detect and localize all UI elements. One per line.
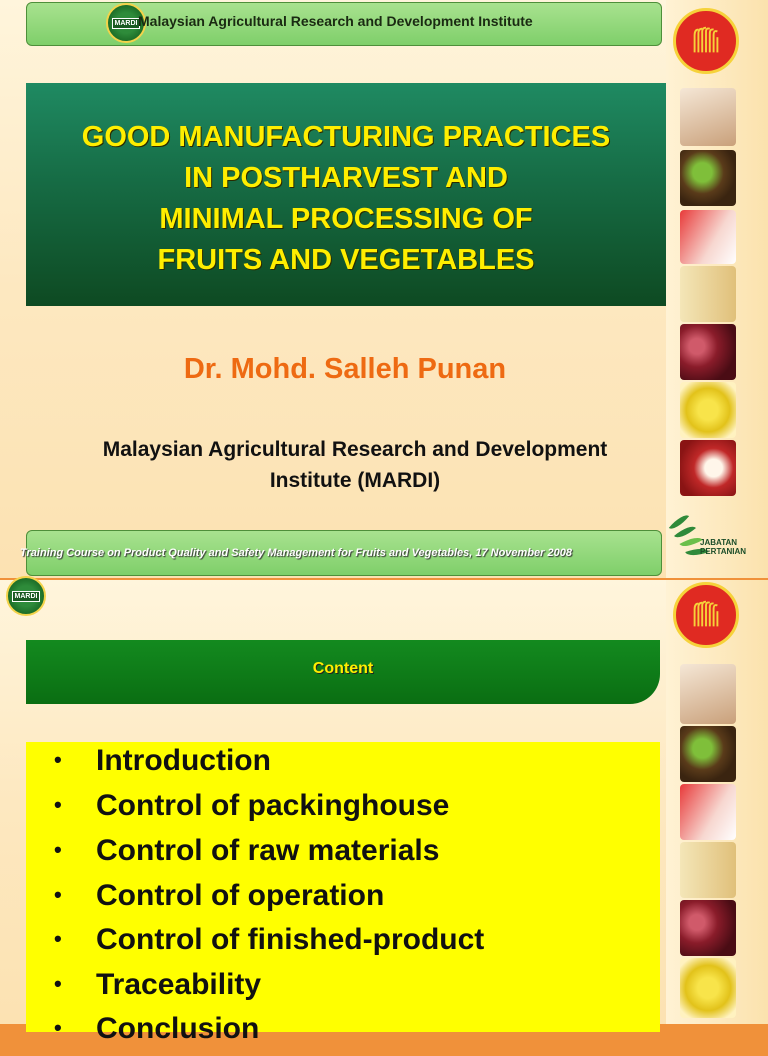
list-item-label: Control of raw materials bbox=[96, 834, 440, 867]
title-line: MINIMAL PROCESSING OF bbox=[159, 203, 533, 235]
list-item-label: Control of finished-product bbox=[96, 923, 485, 956]
bullet-icon: • bbox=[54, 837, 62, 862]
grapes-photo bbox=[680, 324, 736, 380]
content-title-band bbox=[26, 640, 660, 704]
author-name: Dr. Mohd. Salleh Punan bbox=[183, 353, 507, 385]
kiwi-photo bbox=[680, 150, 736, 206]
institute-line: Malaysian Agricultural Research and Development bbox=[102, 438, 608, 461]
bullet-icon: • bbox=[54, 1015, 62, 1040]
asean-emblem-icon bbox=[673, 8, 739, 74]
institute-line: Institute (MARDI) bbox=[269, 469, 441, 492]
list-item-label: Control of packinghouse bbox=[96, 789, 450, 822]
content-list bbox=[26, 742, 660, 1045]
list-item bbox=[54, 744, 271, 788]
bullet-icon: • bbox=[54, 882, 62, 907]
mardi-logo-text: MARDI bbox=[12, 591, 41, 602]
slide-content bbox=[0, 580, 768, 1045]
presentation-title bbox=[26, 117, 666, 281]
mardi-logo-text: MARDI bbox=[112, 18, 141, 29]
list-item bbox=[54, 879, 384, 923]
banana-photo bbox=[680, 842, 736, 898]
list-item bbox=[54, 789, 449, 833]
mardi-logo bbox=[6, 576, 46, 616]
seedling-photo bbox=[680, 88, 736, 146]
banana-photo bbox=[680, 266, 736, 322]
content-title: Content bbox=[312, 660, 374, 677]
title-line: GOOD MANUFACTURING PRACTICES bbox=[81, 121, 611, 153]
jabatan-pertanian-logo bbox=[664, 506, 764, 566]
grapes-photo bbox=[680, 900, 736, 956]
list-item bbox=[54, 1012, 259, 1056]
rambutan-photo bbox=[680, 440, 736, 496]
list-item-label: Control of operation bbox=[96, 879, 385, 912]
bullet-icon: • bbox=[54, 792, 62, 817]
watermelon-photo bbox=[680, 784, 736, 840]
list-item bbox=[54, 834, 439, 878]
title-band bbox=[26, 83, 666, 306]
list-item bbox=[54, 968, 261, 1012]
list-item-label: Introduction bbox=[96, 744, 271, 777]
title-line: IN POSTHARVEST AND bbox=[184, 162, 508, 194]
bullet-icon: • bbox=[54, 747, 62, 772]
list-item bbox=[54, 923, 484, 967]
kiwi-photo bbox=[680, 726, 736, 782]
bullet-icon: • bbox=[54, 926, 62, 951]
starfruit-photo bbox=[680, 958, 736, 1018]
starfruit-photo bbox=[680, 382, 736, 438]
watermelon-photo bbox=[680, 210, 736, 264]
seedling-photo bbox=[680, 664, 736, 724]
list-item-label: Traceability bbox=[96, 968, 262, 1001]
title-line: FRUITS AND VEGETABLES bbox=[157, 244, 535, 276]
institute-name bbox=[30, 434, 680, 496]
jabatan-text bbox=[700, 538, 746, 556]
jabatan-line: JABATAN bbox=[700, 538, 738, 547]
header-institute-name: Malaysian Agricultural Research and Development Institute bbox=[138, 13, 533, 29]
list-item-label: Conclusion bbox=[96, 1012, 260, 1045]
footer-course-info: Training Course on Product Quality and Safety Management for Fruits and Vegetables, 17 November 2008 bbox=[20, 547, 572, 559]
jabatan-line: PERTANIAN bbox=[700, 547, 747, 556]
bullet-icon: • bbox=[54, 971, 62, 996]
asean-emblem-icon bbox=[673, 582, 739, 648]
